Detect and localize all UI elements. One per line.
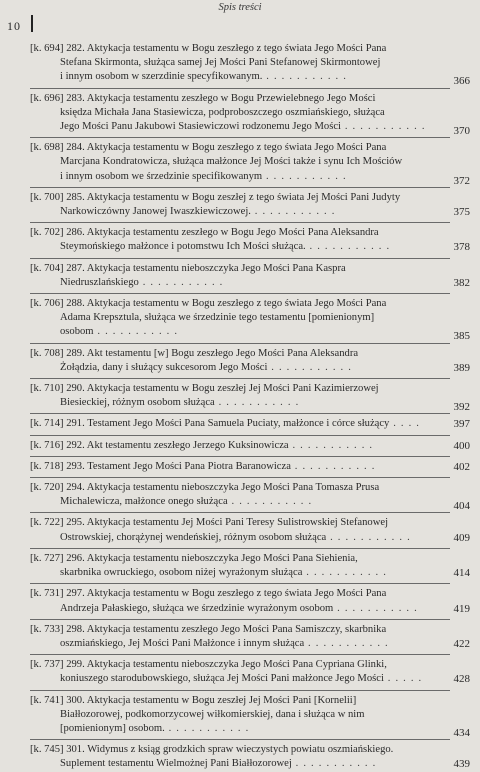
entry-text bbox=[30, 658, 426, 686]
leader-dots: . . . . . . . . . . . bbox=[214, 397, 300, 409]
entry-divider bbox=[30, 293, 450, 294]
toc-entry bbox=[0, 743, 480, 771]
entry-page-number: 392 bbox=[453, 401, 470, 414]
entry-page-number: 397 bbox=[453, 418, 470, 431]
leader-dots: . . . . bbox=[389, 418, 421, 430]
entry-line: Andrzeja Pałaskiego, służąca we śrzedzinie wyrażonym osobom bbox=[60, 602, 334, 614]
toc-entry bbox=[0, 516, 480, 544]
entry-line: koniuszego starodubowskiego, służąca Jej Mości Pani małżonce Jego Mości bbox=[60, 673, 384, 685]
toc-entry bbox=[0, 460, 480, 474]
entry-divider bbox=[30, 512, 450, 513]
entry-text bbox=[30, 623, 426, 651]
leader-dots: . . . . . . . . . . . bbox=[250, 206, 336, 218]
leader-dots: . . . . . . . . . . . bbox=[326, 531, 411, 543]
entry-text bbox=[30, 439, 426, 453]
entry-line: Aktykacja testamentu w Bogu zeszłego z tego świata Jego Mości Pana bbox=[86, 142, 387, 154]
leader-dots: . . . . . . . . . . . bbox=[227, 496, 313, 508]
entry-line: Jego Mości Panu Jakubowi Stasiewiczowi rodzonemu Jego Mości bbox=[60, 121, 341, 133]
entry-line: Aktykacja testamentu nieboszczyka Jego Mości Pana Siehienia, bbox=[86, 552, 358, 564]
toc-entry bbox=[0, 297, 480, 343]
entry-ref: [k. 741] 300. bbox=[30, 694, 87, 706]
page-number: 10 bbox=[7, 19, 21, 33]
entry-line: Narkowiczówny Janowej Iwaszkiewiczowej. bbox=[60, 206, 251, 218]
entry-line: Widymus z ksiąg grodzkich spraw wieczystych powiatu oszmiańskiego. bbox=[87, 744, 394, 756]
entry-divider bbox=[30, 435, 450, 436]
entry-text bbox=[30, 42, 426, 85]
toc-entry bbox=[0, 226, 480, 254]
entry-text bbox=[30, 417, 426, 431]
entry-line: Aktykacja testamentu w Bogu zeszłego z tego świata Jego Mości Pana bbox=[86, 298, 387, 310]
entry-ref: [k. 737] 299. bbox=[30, 659, 87, 671]
entry-line: Biesieckiej, różnym osobom służąca bbox=[60, 397, 215, 409]
entry-line: Steymońskiego małżonce i potomstwu Ich Mości służąca. bbox=[60, 241, 306, 253]
entry-ref: [k. 733] 298. bbox=[30, 623, 87, 635]
entry-page-number: 375 bbox=[453, 206, 470, 219]
entry-text bbox=[30, 587, 426, 615]
toc-entry bbox=[0, 347, 480, 375]
leader-dots: . . . . . . . . . . . bbox=[164, 722, 250, 734]
entry-page-number: 404 bbox=[453, 500, 470, 513]
entry-line: Akt testamentu [w] Bogu zeszłego Jego Mości Pana Aleksandra bbox=[86, 347, 359, 359]
entry-line: Aktykacja testamentu Jej Mości Pani Teresy Sulistrowskiej Stefanowej bbox=[86, 517, 389, 529]
entry-text bbox=[30, 297, 426, 340]
entry-text bbox=[30, 552, 426, 580]
entry-page-number: 389 bbox=[453, 361, 470, 374]
entry-divider bbox=[30, 477, 450, 478]
entry-line: Aktykacja testamentu w Bogu zeszłego z tego świata Jego Mości Pana bbox=[86, 588, 387, 600]
entry-text bbox=[30, 694, 426, 737]
entry-line: Testament Jego Mości Pana Piotra Baranowicza bbox=[87, 460, 291, 472]
entry-ref: [k. 720] 294. bbox=[30, 482, 87, 494]
entry-line: Aktykacja testamentu w Bogu zeszłej z tego świata Jej Mości Pani Judyty bbox=[86, 191, 401, 203]
leader-dots: . . . . . . . . . . . bbox=[262, 170, 347, 182]
entry-ref: [k. 714] 291. bbox=[30, 418, 88, 430]
entry-ref: [k. 718] 293. bbox=[30, 460, 88, 472]
entry-line: Aktykacja testamentu nieboszczyka Jego Mości Pana Cypriana Glinki, bbox=[86, 659, 387, 671]
entry-line: Aktykacja testamentu w Bogu zeszłej Jej Mości Pani Kazimierzowej bbox=[86, 383, 379, 395]
entry-line: i innym osobom w szerzdinie specyfikowanym. bbox=[60, 71, 263, 83]
toc-entry bbox=[0, 623, 480, 651]
entry-page-number: 439 bbox=[453, 758, 470, 771]
entry-line: skarbnika owruckiego, osobom niżej wyrażonym służąca bbox=[60, 567, 303, 579]
toc-entry bbox=[0, 658, 480, 686]
toc-entry bbox=[0, 191, 480, 219]
entry-text bbox=[30, 382, 426, 410]
entry-divider bbox=[30, 88, 450, 89]
entry-page-number: 428 bbox=[453, 673, 470, 686]
entry-page-number: 366 bbox=[453, 75, 470, 88]
entry-divider bbox=[30, 619, 450, 620]
leader-dots: . . . . . . . . . . . bbox=[267, 361, 353, 373]
entry-line: Aktykacja testamentu zeszłego Jego Mości Pana Samiszczy, skarbnika bbox=[86, 623, 387, 635]
entry-ref: [k. 708] 289. bbox=[30, 347, 87, 359]
entry-ref: [k. 706] 288. bbox=[30, 298, 87, 310]
entry-ref: [k. 694] 282. bbox=[30, 43, 87, 54]
leader-dots: . . . . . . . . . . . bbox=[262, 71, 348, 83]
toc-entry bbox=[0, 141, 480, 187]
entry-line: Marcjana Kondratowicza, służąca małżonce Jej Mości także i synu Ich Mościów bbox=[60, 156, 403, 168]
toc-entry bbox=[0, 42, 480, 88]
entry-ref: [k. 731] 297. bbox=[30, 588, 87, 600]
entry-divider bbox=[30, 654, 450, 655]
entry-text bbox=[30, 743, 426, 771]
entry-line: osobom bbox=[60, 326, 94, 338]
entry-text bbox=[30, 141, 426, 184]
entry-divider bbox=[30, 739, 450, 740]
entry-ref: [k. 710] 290. bbox=[30, 383, 87, 395]
entry-divider bbox=[30, 378, 450, 379]
running-head: Spis treści bbox=[218, 2, 262, 13]
entry-line: Suplement testamentu Wielmożnej Pani Białłozorowej bbox=[60, 758, 292, 770]
entry-divider bbox=[30, 456, 450, 457]
entry-page-number: 372 bbox=[453, 174, 470, 187]
entry-text bbox=[30, 516, 426, 544]
entry-ref: [k. 698] 284. bbox=[30, 142, 87, 154]
toc-entry bbox=[0, 694, 480, 737]
toc-entry bbox=[0, 439, 480, 453]
entry-divider bbox=[30, 413, 450, 414]
entry-page-number: 414 bbox=[453, 567, 470, 580]
leader-dots: . . . . . bbox=[383, 673, 423, 685]
entry-ref: [k. 716] 292. bbox=[30, 439, 87, 451]
entry-ref: [k. 727] 296. bbox=[30, 552, 87, 564]
entry-divider bbox=[30, 690, 450, 691]
entry-text bbox=[30, 262, 426, 290]
entry-text bbox=[30, 92, 426, 135]
entry-ref: [k. 696] 283. bbox=[30, 92, 87, 104]
entry-text bbox=[30, 191, 426, 219]
leader-dots: . . . . . . . . . . . bbox=[288, 439, 374, 451]
entry-text bbox=[30, 481, 426, 509]
leader-dots: . . . . . . . . . . . bbox=[93, 326, 179, 338]
leader-dots: . . . . . . . . . . . bbox=[341, 121, 426, 133]
entry-line: Ostrowskiej, chorążynej wendeńskiej, różnym osobom służąca bbox=[60, 531, 327, 543]
entry-page-number: 370 bbox=[453, 125, 470, 138]
entry-line: Białłozorowej, podkomorzycowej wiłkomierskiej, dana i służąca w nim bbox=[60, 708, 365, 720]
entry-page-number: 409 bbox=[453, 531, 470, 544]
entry-line: Testament Jego Mości Pana Samuela Puciaty, małżonce i córce służący bbox=[87, 418, 390, 430]
entry-line: Akt testamentu zeszłego Jerzego Kuksinowicza bbox=[86, 439, 289, 451]
entry-page-number: 378 bbox=[453, 241, 470, 254]
entry-page-number: 419 bbox=[453, 602, 470, 615]
entry-page-number: 385 bbox=[453, 330, 470, 343]
entry-page-number: 422 bbox=[453, 637, 470, 650]
entry-text bbox=[30, 347, 426, 375]
entry-text bbox=[30, 460, 426, 474]
leader-dots: . . . . . . . . . . . bbox=[290, 460, 376, 472]
leader-dots: . . . . . . . . . . . bbox=[138, 276, 224, 288]
entry-text bbox=[30, 226, 426, 254]
entry-ref: [k. 722] 295. bbox=[30, 517, 87, 529]
entry-line: Żołądzia, dany i służący sukcesorom Jego Mości bbox=[60, 361, 268, 373]
entry-page-number: 400 bbox=[453, 439, 470, 452]
entry-line: Aktykacja testamentu zeszłego w Bogu Przewielebnego Jego Mości bbox=[86, 92, 376, 104]
entry-ref: [k. 704] 287. bbox=[30, 262, 87, 274]
leader-dots: . . . . . . . . . . . bbox=[302, 567, 388, 579]
entry-divider bbox=[30, 222, 450, 223]
table-of-contents bbox=[0, 42, 480, 772]
entry-divider bbox=[30, 583, 450, 584]
entry-line: Niedruszlańskiego bbox=[60, 276, 139, 288]
entry-line: i innym osobom we śrzedzinie specifikowanym bbox=[60, 170, 263, 182]
entry-line: Michalewicza, małżonce onego służąca bbox=[60, 496, 228, 508]
leader-dots: . . . . . . . . . . . bbox=[305, 241, 391, 253]
toc-entry bbox=[0, 417, 480, 431]
entry-page-number: 402 bbox=[453, 460, 470, 473]
entry-page-number: 434 bbox=[453, 726, 470, 739]
entry-divider bbox=[30, 187, 450, 188]
page-number-rule bbox=[31, 15, 33, 32]
toc-entry bbox=[0, 481, 480, 513]
entry-divider bbox=[30, 137, 450, 138]
leader-dots: . . . . . . . . . . . bbox=[291, 758, 377, 770]
entry-ref: [k. 700] 285. bbox=[30, 191, 87, 203]
toc-entry bbox=[0, 382, 480, 414]
entry-divider bbox=[30, 548, 450, 549]
leader-dots: . . . . . . . . . . . bbox=[333, 602, 418, 614]
entry-divider bbox=[30, 343, 450, 344]
entry-line: Aktykacja testamentu zeszłego w Bogu Jego Mości Pana Aleksandra bbox=[86, 227, 379, 239]
entry-page-number: 382 bbox=[453, 276, 470, 289]
entry-ref: [k. 702] 286. bbox=[30, 227, 87, 239]
entry-divider bbox=[30, 258, 450, 259]
entry-line: księdza Michała Jana Stasiewicza, podproboszczego oszmiańskiego, służąca bbox=[60, 106, 385, 118]
toc-entry bbox=[0, 92, 480, 138]
entry-line: Aktykacja testamentu w Bogu zeszłej Jej Mości Pani [Kornelii] bbox=[86, 694, 357, 706]
entry-line: Aktykacja testamentu w Bogu zeszłego z tego świata Jego Mości Pana bbox=[86, 43, 387, 54]
entry-line: Adama Krepsztula, służąca we śrzedzinie tego testamentu [pomienionym] bbox=[60, 312, 375, 324]
entry-line: [pomienionym] osobom. bbox=[60, 722, 165, 734]
toc-entry bbox=[0, 552, 480, 580]
entry-line: oszmiańskiego, Jej Mości Pani Małżonce i innym służąca bbox=[60, 637, 305, 649]
entry-line: Aktykacja testamentu nieboszczyka Jego Mości Pana Tomasza Prusa bbox=[86, 482, 380, 494]
entry-line: Aktykacja testamentu nieboszczyka Jego Mości Pana Kaspra bbox=[86, 262, 346, 274]
toc-entry bbox=[0, 262, 480, 290]
entry-line: Stefana Skirmonta, służąca samej Jej Mości Pani Stefanowej Skirmontowej bbox=[60, 57, 381, 69]
toc-entry bbox=[0, 587, 480, 615]
entry-ref: [k. 745] 301. bbox=[30, 744, 88, 756]
leader-dots: . . . . . . . . . . . bbox=[304, 637, 389, 649]
